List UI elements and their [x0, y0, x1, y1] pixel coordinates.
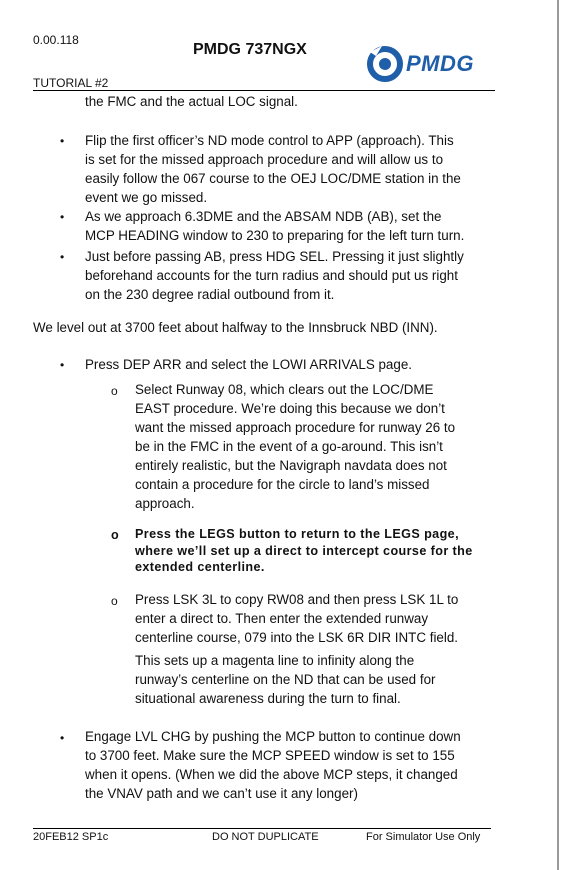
magenta-line-3: situational awareness during the turn to final. — [135, 691, 401, 706]
bullet-2-line-1: As we approach 6.3DME and the ABSAM NDB (AB), set the — [85, 209, 442, 224]
pmdg-logo — [366, 44, 496, 84]
bullet-1: • — [60, 134, 65, 148]
runway-line-3: want the missed approach procedure for runway 26 to — [135, 420, 456, 435]
bullet-1-line-4: event we go missed. — [85, 190, 208, 205]
bullet-1-line-1: Flip the first officer’s ND mode control to APP (approach). This — [85, 133, 454, 148]
lsk-line-2: enter a direct to. Then enter the extended runway — [135, 611, 429, 626]
logo-text: PMDG — [406, 51, 474, 76]
continuation-text: the FMC and the actual LOC signal. — [85, 94, 298, 109]
footer-rule — [33, 828, 491, 829]
lvl-chg-line-1: Engage LVL CHG by pushing the MCP button to continue down — [85, 729, 461, 744]
magenta-line-2: runway’s centerline on the ND that can be used for — [135, 672, 436, 687]
footer-date: 20FEB12 SP1c — [33, 831, 109, 843]
runway-line-6: contain a procedure for the circle to land’s missed — [135, 477, 430, 492]
runway-line-1: Select Runway 08, which clears out the LOC/DME — [135, 382, 434, 397]
footer-notice: DO NOT DUPLICATE — [212, 831, 319, 843]
runway-line-5: entirely realistic, but the Navigraph navdata does not — [135, 458, 447, 473]
bullet-dep-arr: • — [60, 358, 65, 372]
lsk-line-1: Press LSK 3L to copy RW08 and then press LSK 1L to — [135, 592, 459, 607]
bullet-3-line-3: on the 230 degree radial outbound from it. — [85, 287, 335, 302]
level-out-paragraph: We level out at 3700 feet about halfway to the Innsbruck NBD (INN). — [33, 320, 438, 335]
lvl-chg-line-4: the VNAV path and we can’t use it any longer) — [85, 786, 358, 801]
bullet-3-line-2: beforehand accounts for the turn radius and should put us right — [85, 268, 458, 283]
header-rule — [33, 90, 495, 91]
runway-line-2: EAST procedure. We’re doing this because we don’t — [135, 401, 445, 416]
bullet-lvl-chg: • — [60, 731, 65, 745]
legs-line-3: extended centerline. — [135, 560, 265, 574]
legs-line-1: Press the LEGS button to return to the LEGS page, — [135, 527, 459, 541]
sub-bullet-runway: o — [111, 384, 118, 398]
bullet-dep-arr-text: Press DEP ARR and select the LOWI ARRIVALS page. — [85, 357, 412, 372]
runway-line-4: be in the FMC in the event of a go-around. This isn’t — [135, 439, 443, 454]
bullet-3: • — [60, 250, 65, 264]
pmdg-swirl-icon — [366, 44, 404, 84]
bullet-2: • — [60, 210, 65, 224]
footer-usage: For Simulator Use Only — [366, 831, 481, 843]
bullet-2-line-2: MCP HEADING window to 230 to preparing for the left turn turn. — [85, 228, 465, 243]
lvl-chg-line-2: to 3700 feet. Make sure the MCP SPEED window is set to 155 — [85, 748, 455, 763]
legs-line-2: where we’ll set up a direct to intercept course for the — [135, 544, 473, 558]
page-title: PMDG 737NGX — [193, 41, 307, 58]
magenta-line-1: This sets up a magenta line to infinity along the — [135, 653, 415, 668]
tutorial-label: TUTORIAL #2 — [33, 76, 109, 90]
version-number: 0.00.118 — [33, 33, 79, 47]
bullet-3-line-1: Just before passing AB, press HDG SEL. Pressing it just slightly — [85, 249, 464, 264]
bullet-1-line-3: easily follow the 067 course to the OEJ LOC/DME station in the — [85, 171, 461, 186]
runway-line-7: approach. — [135, 496, 195, 511]
bullet-1-line-2: is set for the missed approach procedure and will allow us to — [85, 152, 444, 167]
lvl-chg-line-3: when it opens. (When we did the above MCP steps, it changed — [85, 767, 458, 782]
lsk-line-3: centerline course, 079 into the LSK 6R DIR INTC field. — [135, 630, 459, 645]
sub-bullet-legs: o — [111, 528, 120, 542]
sub-bullet-lsk: o — [111, 594, 118, 608]
page-edge — [557, 0, 559, 870]
